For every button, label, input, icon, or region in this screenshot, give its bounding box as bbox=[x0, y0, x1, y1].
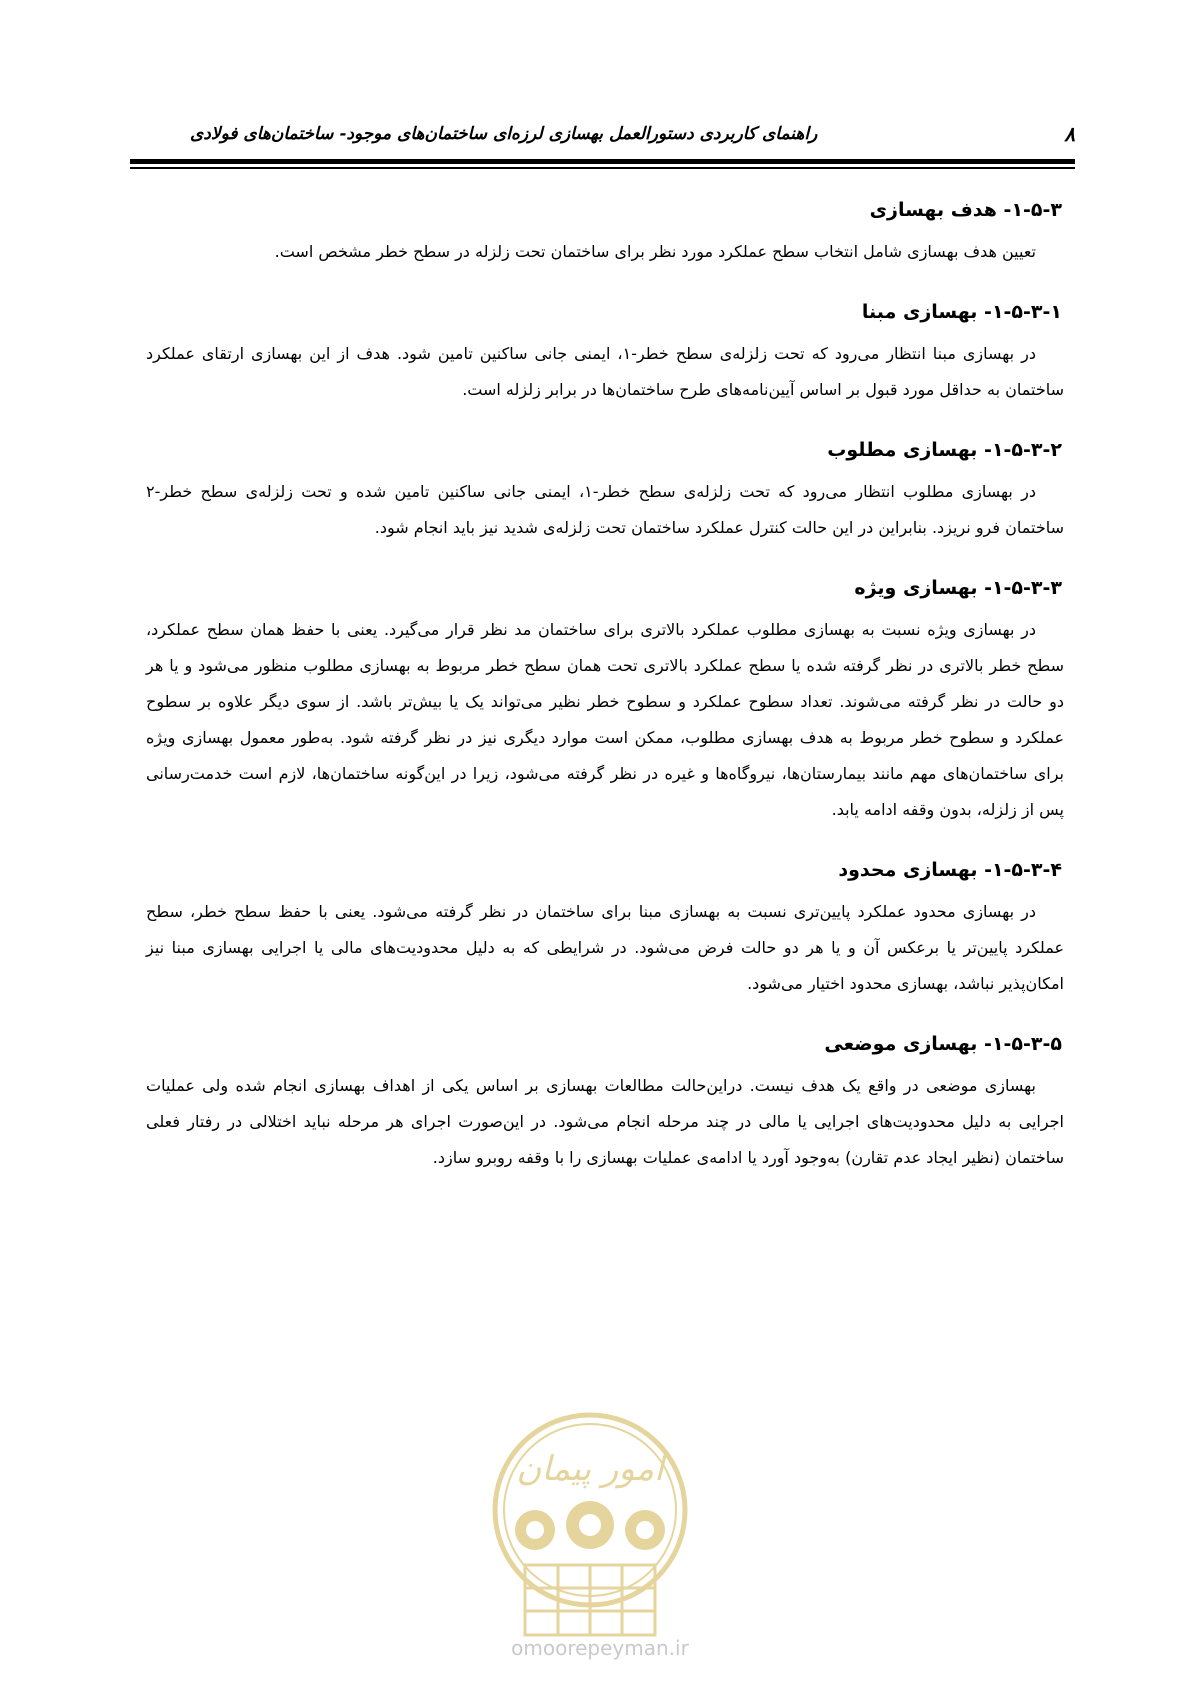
section-paragraph: در بهسازی مبنا انتظار می‌رود که تحت زلزله‌ی سطح خطر-۱، ایمنی جانی ساکنین تامین شود. هدف از این بهسازی ارتقای عملکرد ساختمان به حداقل مورد قبول بر اساس آیین‌نامه‌های طرح ساختمان‌ها در برابر زلزله است. bbox=[146, 344, 1064, 399]
section-special-retrofit bbox=[140, 568, 1070, 828]
running-title: راهنمای کاربردی دستورالعمل بهسازی لرزه‌ای ساختمان‌های موجود- ساختمان‌های فولادی bbox=[190, 124, 818, 144]
section-heading: ۱-۵-۳-۳- بهسازی ویژه bbox=[854, 577, 1062, 599]
logo-text: امور پیمان bbox=[516, 1449, 664, 1489]
gear-scales-logo bbox=[470, 1405, 710, 1655]
section-desired-retrofit bbox=[140, 430, 1070, 546]
section-paragraph: در بهسازی ویژه نسبت به بهسازی مطلوب عملکرد بالاتری برای ساختمان مد نظر قرار می‌گیرد. یعنی با حفظ همان سطح عملکرد، سطح خطر بالاتری در نظر گرفته شده یا سطح عملکرد بالاتری تحت همان سطح خطر مربوط به بهسازی مطلوب منظور می‌شود و یا هر دو حالت در نظر گرفته می‌شوند. تعداد سطوح عملکرد و سطوح خطر نظیر می‌تواند یک یا بیش‌تر باشد. از سوی دیگر علاوه بر سطوح عملکرد و سطوح خطر مربوط به هدف بهسازی مطلوب، ممکن است موارد دیگری نیز در نظر گرفته شود. به‌طور معمول بهسازی ویژه برای ساختمان‌های مهم مانند بیمارستان‌ها، نیروگاه‌ها و غیره در نظر گرفته می‌شود، زیرا در این‌گونه ساختمان‌ها، لازم است خدمت‌رسانی پس از زلزله، بدون وقفه ادامه یابد. bbox=[146, 620, 1064, 819]
section-heading: ۱-۵-۳-۲- بهسازی مطلوب bbox=[827, 439, 1062, 461]
section-heading: ۱-۵-۳-۵- بهسازی موضعی bbox=[824, 1033, 1062, 1055]
section-paragraph: بهسازی موضعی در واقع یک هدف نیست. دراین‌حالت مطالعات بهسازی بر اساس یکی از اهداف بهسازی انجام شده ولی عملیات اجرایی به دلیل محدودیت‌های اجرایی یا مالی در چند مرحله انجام می‌شود. در این‌صورت اجرای هر مرحله نباید اختلالی در رفتار فعلی ساختمان (نظیر ایجاد عدم تقارن) به‌وجود آورد یا ادامه‌ی عملیات بهسازی را با وقفه روبرو سازد. bbox=[146, 1076, 1064, 1167]
page-body bbox=[140, 190, 1070, 1198]
section-paragraph: در بهسازی مطلوب انتظار می‌رود که تحت زلزله‌ی سطح خطر-۱، ایمنی جانی ساکنین تامین شده و تحت زلزله‌ی سطح خطر-۲ ساختمان فرو نریزد. بنابراین در این حالت کنترل عملکرد ساختمان تحت زلزله‌ی شدید نیز باید انجام شود. bbox=[146, 482, 1064, 537]
page-number: ۸ bbox=[1064, 122, 1075, 146]
header-rule-thin bbox=[130, 167, 1075, 169]
section-limited-retrofit bbox=[140, 850, 1070, 1002]
section-basic-retrofit bbox=[140, 292, 1070, 408]
page-header bbox=[130, 124, 1075, 150]
section-retrofit-goal bbox=[140, 190, 1070, 270]
website-watermark: omoorepeyman.ir bbox=[511, 1636, 689, 1660]
section-heading: ۱-۵-۳- هدف بهسازی bbox=[869, 199, 1062, 221]
section-heading: ۱-۵-۳-۴- بهسازی محدود bbox=[838, 859, 1062, 881]
header-rule-thick bbox=[130, 159, 1075, 164]
section-paragraph: در بهسازی محدود عملکرد پایین‌تری نسبت به بهسازی مبنا برای ساختمان در نظر گرفته می‌شود. یعنی با حفظ سطح خطر، سطح عملکرد پایین‌تر یا برعکس آن و یا هر دو حالت فرض می‌شود. در شرایطی که به دلیل محدودیت‌های مالی یا اجرایی بهسازی مبنا نیز امکان‌پذیر نباشد، بهسازی محدود اختیار می‌شود. bbox=[146, 902, 1064, 993]
section-paragraph: تعیین هدف بهسازی شامل انتخاب سطح عملکرد مورد نظر برای ساختمان تحت زلزله در سطح خطر مشخص است. bbox=[274, 242, 1036, 261]
section-heading: ۱-۵-۳-۱- بهسازی مبنا bbox=[861, 301, 1062, 323]
section-local-retrofit bbox=[140, 1024, 1070, 1176]
